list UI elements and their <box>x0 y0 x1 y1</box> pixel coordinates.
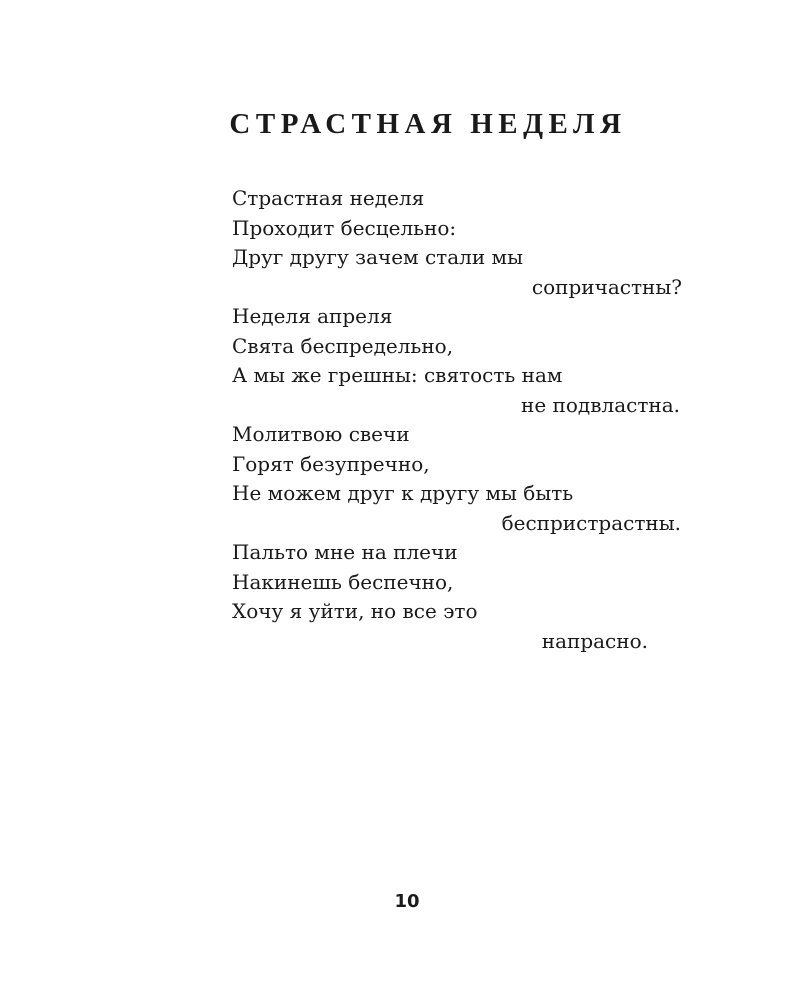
poem-line: Горят безупречно, <box>232 451 430 476</box>
poem-line: Неделя апреля <box>232 304 393 328</box>
poem-line: Хочу я уйти, но все это <box>232 599 478 623</box>
poem-line-continuation: не подвластна. <box>521 392 680 417</box>
page-number: 10 <box>394 891 420 912</box>
poem-line: А мы же грешны: святость нам <box>232 363 563 387</box>
stanza <box>232 302 682 420</box>
poem-line: Проходит бесцельно: <box>232 215 457 240</box>
poem-line: Молитвою свечи <box>232 422 410 446</box>
poem-line: Друг другу зачем стали мы <box>232 245 524 269</box>
stanza <box>232 184 682 302</box>
poem-line: Не можем друг к другу мы быть <box>232 481 574 505</box>
poem-line: Пальто мне на плечи <box>232 540 458 564</box>
poem-body <box>232 184 682 656</box>
poem-line: Накинешь беспечно, <box>232 569 454 594</box>
poem-line: Страстная неделя <box>232 186 425 210</box>
poem-line: Свята беспредельно, <box>232 333 454 358</box>
stanza <box>232 420 682 538</box>
poem-line-continuation: сопричастны? <box>531 274 682 299</box>
poem-title: СТРАСТНАЯ НЕДЕЛЯ <box>229 108 627 140</box>
poem-line-continuation: напрасно. <box>541 628 648 653</box>
stanza <box>232 538 682 656</box>
poem-line-continuation: беспристрастны. <box>501 510 681 535</box>
